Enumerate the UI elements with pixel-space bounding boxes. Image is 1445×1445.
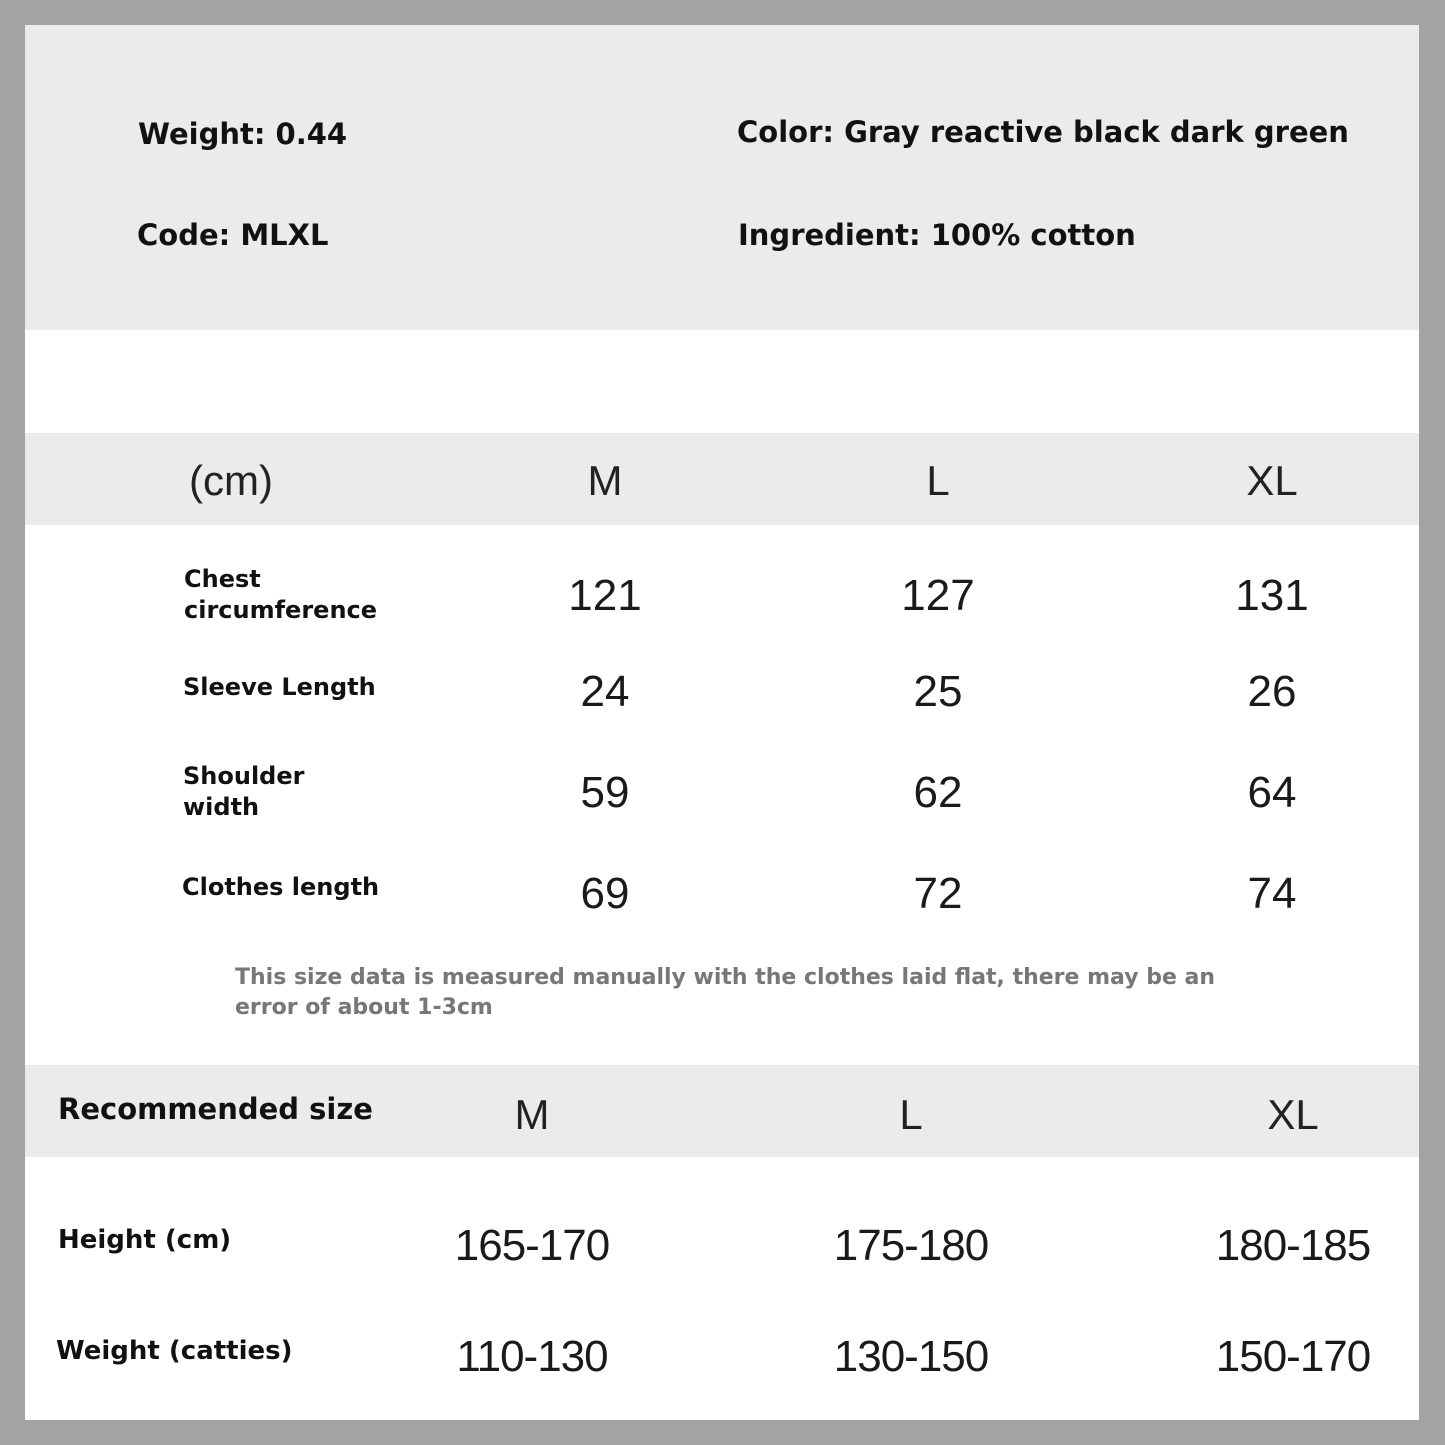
shoulder-m: 59 (580, 768, 630, 817)
measurement-note: This size data is measured manually with the clothes laid flat, there may be an error of about 1-3cm (235, 965, 1216, 1020)
recommended-size-title: Recommended size (58, 1092, 373, 1126)
sleeve-xl: 26 (1247, 667, 1297, 716)
ingredient-info: Ingredient: 100% cotton (738, 218, 1136, 252)
clothes-length-l: 72 (913, 869, 963, 918)
row-label-line: width (183, 793, 260, 821)
rec-header-m: M (514, 1091, 550, 1138)
chest-l: 127 (901, 571, 975, 620)
row-label-line: Clothes length (182, 873, 380, 901)
shoulder-l: 62 (913, 768, 963, 817)
rec-header-xl: XL (1267, 1091, 1319, 1138)
rec-header-l: L (899, 1091, 923, 1138)
code-info: Code: MLXL (137, 218, 329, 252)
shoulder-xl: 64 (1247, 768, 1297, 817)
height-m: 165-170 (454, 1221, 610, 1270)
row-label-line: Sleeve Length (183, 673, 376, 701)
product-info-band (25, 25, 1419, 330)
color-info: Color: Gray reactive black dark green (737, 115, 1349, 149)
weight-xl: 150-170 (1215, 1332, 1371, 1381)
weight-l: 130-150 (833, 1332, 989, 1381)
height-label: Height (cm) (58, 1225, 232, 1255)
height-xl: 180-185 (1215, 1221, 1371, 1270)
row-label-line: Shoulder (183, 762, 305, 790)
height-l: 175-180 (833, 1221, 989, 1270)
chest-xl: 131 (1235, 571, 1309, 620)
size-header-xl: XL (1246, 457, 1298, 504)
size-header-l: L (926, 457, 950, 504)
clothes-length-m: 69 (580, 869, 630, 918)
row-label-clothes-length (182, 872, 379, 903)
row-label-sleeve (183, 672, 376, 703)
row-label-line: Chest (184, 565, 261, 593)
row-label-shoulder (183, 761, 304, 823)
weight-info: Weight: 0.44 (138, 117, 348, 151)
row-label-chest (184, 564, 377, 626)
size-chart-card (25, 25, 1419, 1420)
sleeve-m: 24 (580, 667, 630, 716)
clothes-length-xl: 74 (1247, 869, 1297, 918)
chest-m: 121 (568, 571, 642, 620)
weight-label: Weight (catties) (56, 1336, 293, 1366)
sleeve-l: 25 (913, 667, 963, 716)
row-label-line: circumference (184, 596, 378, 624)
unit-label: (cm) (189, 457, 273, 504)
weight-m: 110-130 (456, 1332, 608, 1381)
size-header-m: M (587, 457, 623, 504)
